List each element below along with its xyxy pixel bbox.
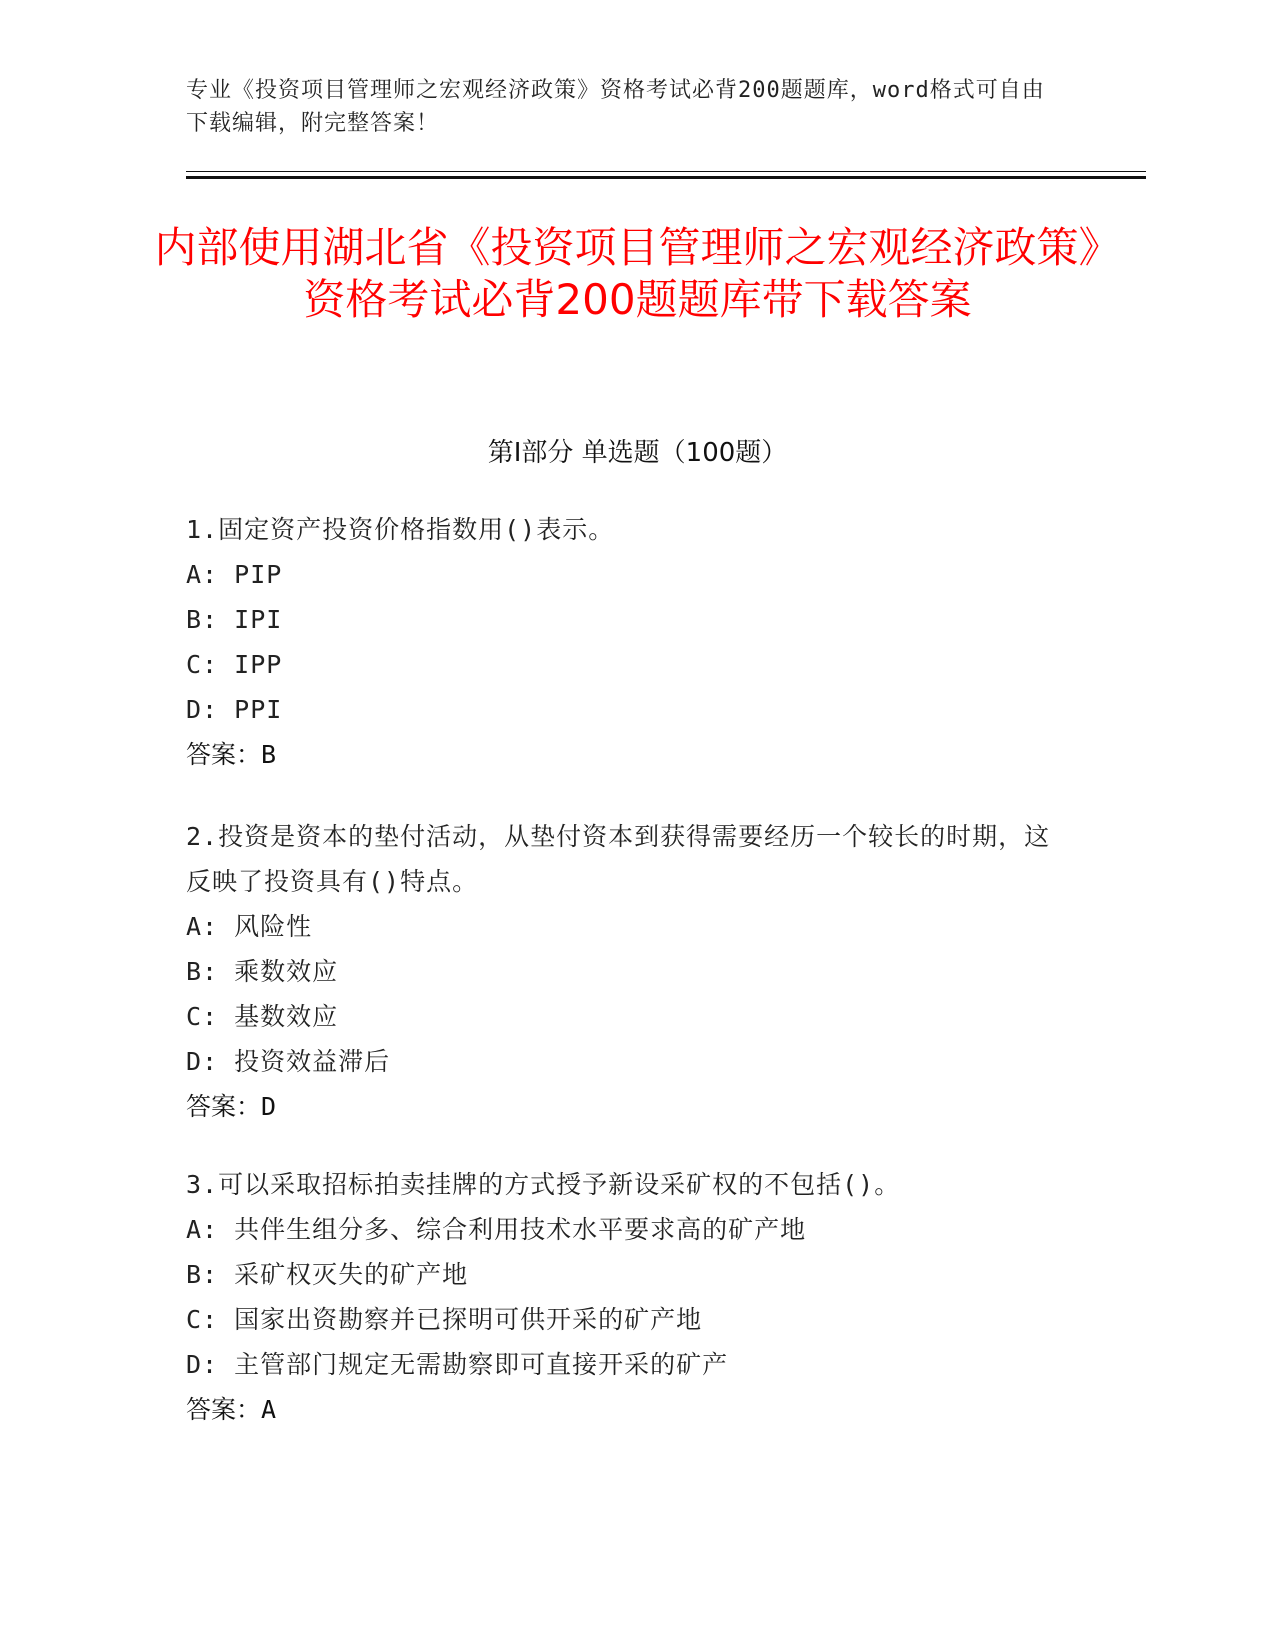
answer-label: 答案： — [186, 1395, 262, 1424]
answer-value: B — [261, 740, 277, 769]
option-a: A: PIP — [186, 560, 283, 589]
answer-label: 答案： — [186, 740, 262, 769]
header-note: 专业《投资项目管理师之宏观经济政策》资格考试必背200题题库，word格式可自由下载编辑，附完整答案！ — [186, 78, 1045, 136]
question-2 — [186, 814, 1066, 1129]
header-rule-thin — [186, 171, 1146, 172]
document-title: 内部使用湖北省《投资项目管理师之宏观经济政策》资格考试必背200题题库带下载答案 — [154, 223, 1121, 324]
question-stem: 3.可以采取招标拍卖挂牌的方式授予新设采矿权的不包括()。 — [186, 1170, 901, 1199]
option-c: C: IPP — [186, 650, 283, 679]
option-d: D: 投资效益滞后 — [186, 1047, 391, 1076]
question-1 — [186, 507, 1066, 777]
option-d: D: 主管部门规定无需勘察即可直接开采的矿产 — [186, 1350, 729, 1379]
answer-value: A — [261, 1395, 277, 1424]
section-heading: 第Ⅰ部分 单选题（100题） — [487, 438, 788, 468]
option-b: B: IPI — [186, 605, 283, 634]
question-stem: 1.固定资产投资价格指数用()表示。 — [186, 515, 615, 544]
option-a: A: 共伴生组分多、综合利用技术水平要求高的矿产地 — [186, 1215, 807, 1244]
option-d: D: PPI — [186, 695, 283, 724]
option-c: C: 基数效应 — [186, 1002, 339, 1031]
option-b: B: 乘数效应 — [186, 957, 339, 986]
answer-line — [186, 732, 1066, 777]
answer-value: D — [261, 1092, 277, 1121]
option-a: A: 风险性 — [186, 912, 313, 941]
question-3 — [186, 1162, 1066, 1432]
answer-line — [186, 1084, 1066, 1129]
option-c: C: 国家出资勘察并已探明可供开采的矿产地 — [186, 1305, 703, 1334]
header-rule-thick — [186, 176, 1146, 179]
answer-line — [186, 1387, 1066, 1432]
answer-label: 答案： — [186, 1092, 262, 1121]
option-b: B: 采矿权灭失的矿产地 — [186, 1260, 469, 1289]
question-stem: 2.投资是资本的垫付活动，从垫付资本到获得需要经历一个较长的时期，这反映了投资具有()特点。 — [186, 822, 1051, 896]
